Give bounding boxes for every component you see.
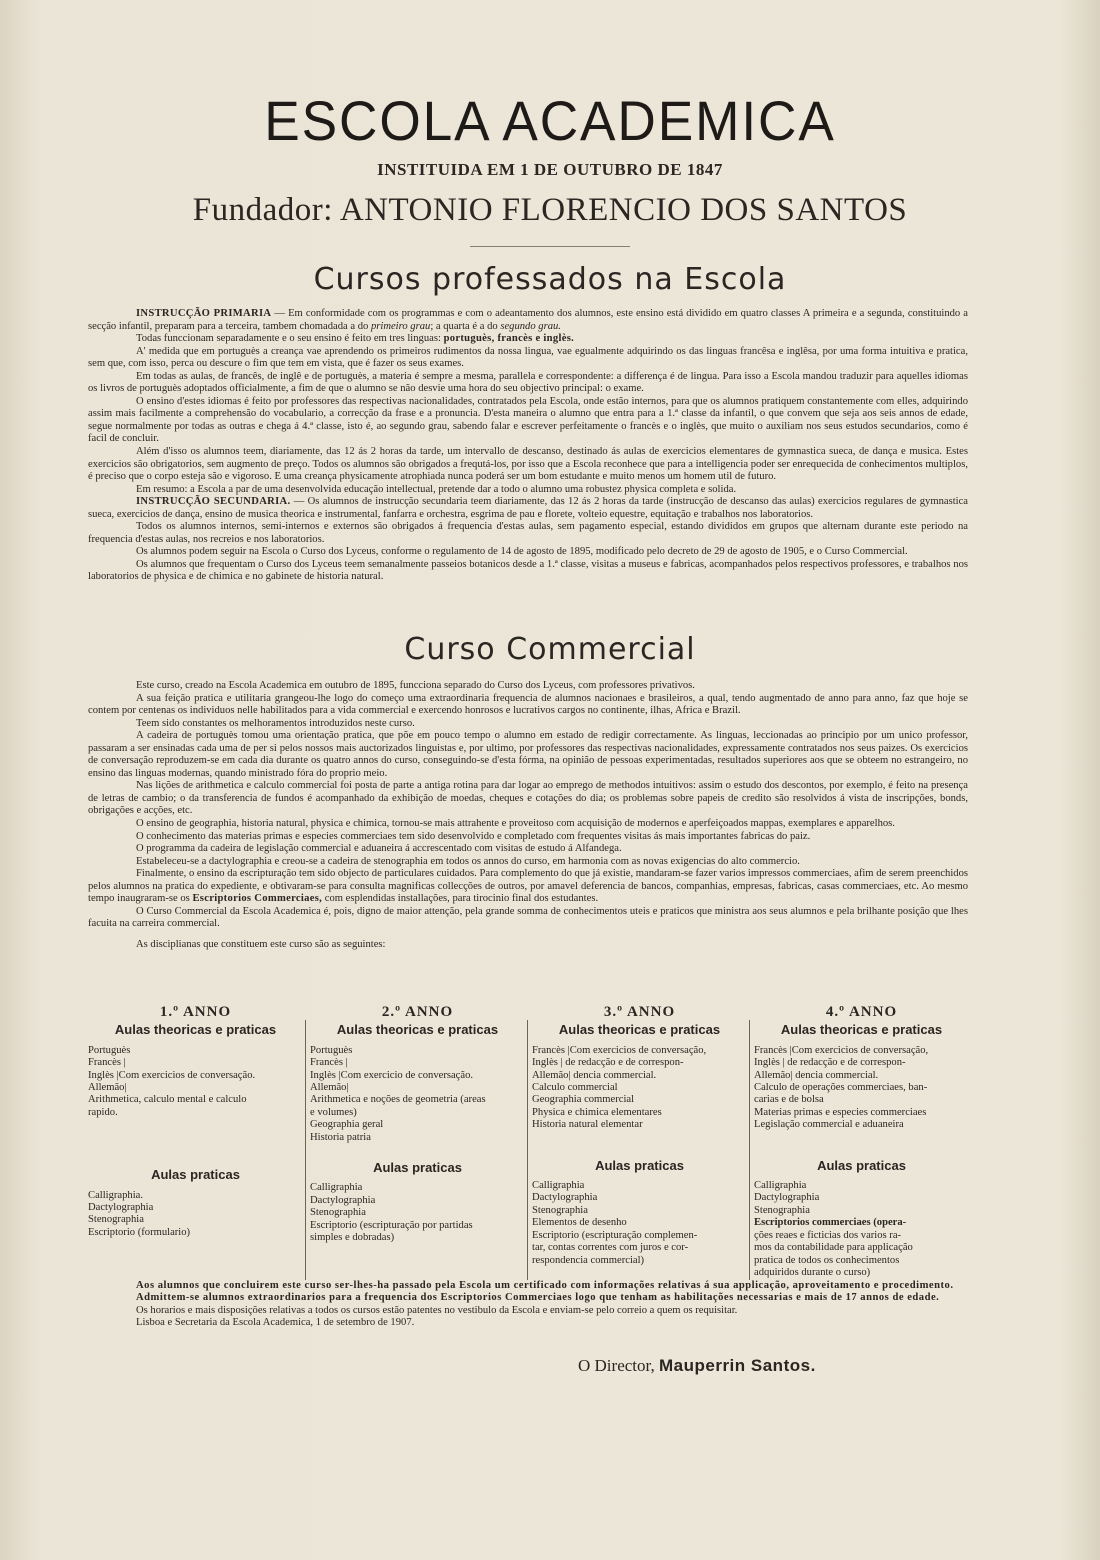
founding-date: INSTITUIDA EM 1 DE OUTUBRO DE 1847: [377, 160, 723, 179]
paragraph: Nas lições de arithmetica e calculo commercial foi posta de parte a antiga rotina para dar logar ao emprego de methodos intuitivos: assim o estudo dos descontos, por exemplo, é feito na presença de letras de cambio; o da transferencia de fundos é acompanhado da exhibição de moedas, cheques e cotações do dia; os problemas sobre papeis de credito são resolvidos á vista de inscripções, bonds, obrigações e acções, etc.: [88, 780, 968, 817]
practice-heading: Aulas praticas: [373, 1160, 462, 1176]
subject-item: Calligraphia: [310, 1182, 363, 1194]
subject-item: Dactylographia: [88, 1202, 154, 1214]
paragraph: O programma da cadeira de legislação commercial e aduaneira á accrescentado com visitas de estudo á Alfandega.: [136, 843, 622, 855]
subject-item: Francès |Com exercicios de conversação,: [532, 1044, 707, 1056]
practice-heading: Aulas praticas: [817, 1157, 906, 1173]
year-column: [532, 1006, 747, 1267]
section-commercial-body: [88, 680, 968, 951]
subject-item: Calligraphia: [754, 1180, 807, 1192]
paragraph: Os alumnos podem seguir na Escola o Curso dos Lyceus, conforme o regulamento de 14 de agosto de 1895, modificado pelo decreto de 29 de agosto de 1905, e o Curso Commercial.: [136, 546, 908, 558]
year-title: 3.º ANNO: [603, 1004, 676, 1020]
subject-item: rapido.: [88, 1106, 118, 1118]
paragraph: INSTRUCÇÃO SECUNDARIA. — Os alumnos de instrucção secundaria teem diariamente, das 12 ás 2 horas da tarde (instrucção de descanso das aulas) exercicios regulares de gymnastica sueca, exercicios de dança, ensino de musica theorica e instrumental, fanfarra e orchestra, esgrima de pau e florete, volteio equestre, equitação e trabalhos nos laboratorios.: [88, 496, 968, 520]
paragraph: O ensino de geographia, historia natural, physica e chimica, tornou-se mais attrahente e proveitoso com acquisição de modernos e aperfeiçoados mappas, exemplares e apparelhos.: [136, 818, 895, 830]
subject-item: pratica de todos os conhecimentos: [754, 1254, 900, 1266]
founder-line: Fundador: ANTONIO FLORENCIO DOS SANTOS: [192, 192, 908, 228]
subject-item: Portuguès: [310, 1044, 353, 1056]
section-heading-courses: Cursos professados na Escola: [313, 262, 787, 297]
subject-item: Elementos de desenho: [532, 1217, 627, 1229]
year-column: [88, 1006, 303, 1239]
subject-item: Arithmetica e noções de geometria (areas: [310, 1094, 486, 1106]
paragraph: Teem sido constantes os melhoramentos introduzidos neste curso.: [136, 717, 415, 729]
subject-item: Allemão| dencia commercial.: [754, 1069, 879, 1081]
column-divider: [527, 1020, 528, 1280]
subject-item: carias e de bolsa: [754, 1094, 824, 1106]
subject-item: Escriptorio (escripturação por partidas: [310, 1219, 473, 1231]
subject-item: Arithmetica, calculo mental e calculo: [88, 1094, 247, 1106]
section-courses-body: [88, 308, 968, 584]
subject-item: Allemão| dencia commercial.: [532, 1069, 657, 1081]
paragraph: Além d'isso os alumnos teem, diariamente, das 12 ás 2 horas da tarde, um intervallo de descanso, destinado ás aulas de exercicios elementares de gymnastica sueca, de dança e musica. Estes exercicios são obrigatorios, sem augmento de preço. Todos os alumnos são obrigados a frequtá-los, por isso que a Escola reconhece que para a intelligencia poder ser enrequecida de conhecimentos multiplos, é preciso que o corpo esteja são e vigoroso. E uma creança physicamente atrophiada nunca poderá ser um bom estudante e muito menos um homem util de futuro.: [88, 446, 968, 483]
subject-item: Escriptorio (escripturação complemen-: [532, 1229, 698, 1241]
footer-note: Lisboa e Secretaria da Escola Academica, 1 de setembro de 1907.: [136, 1317, 415, 1329]
subject-item: Inglès |Com exercicio de conversação.: [310, 1069, 474, 1081]
paragraph: O Curso Commercial da Escola Academica é, pois, digno de maior attenção, pela grande somma de conhecimentos uteis e praticos que ministra aos seus alumnos e pela brilhante posição que lhes facuita na carreira commercial.: [88, 905, 968, 930]
theory-heading: Aulas theoricas e praticas: [780, 1022, 943, 1038]
subject-item: Geographia commercial: [532, 1094, 635, 1106]
subject-item: Calculo de operações commerciaes, ban-: [754, 1082, 928, 1094]
subject-item: e volumes): [310, 1106, 357, 1118]
year-column: [754, 1006, 969, 1279]
subject-item: Inglès | de redacção e de correspon-: [532, 1057, 684, 1069]
theory-heading: Aulas theoricas e praticas: [114, 1022, 277, 1038]
column-divider: [749, 1020, 750, 1280]
paragraph: Finalmente, o ensino da escripturação tem sido objecto de particulares cuidados. Para complemento do que já existie, mandaram-se fazer varios impressos commerciaes, afim de serem preenchidos pelos alumnos na pratica do expediente, e obtivaram-se para consulta magnificas collecções de outros, por amavel deferencia de bancos, companhias, empresas, fabricas, casas commerciaes, etc. Ao mesmo tempo inaugraram-se os Escriptorios Commerciaes, com esplendidas installações, para tirocinio final dos estudantes.: [88, 868, 968, 905]
subject-item: adquiridos durante o curso): [754, 1266, 871, 1278]
year-title: 4.º ANNO: [825, 1004, 898, 1020]
subject-item: Escriptorio (formulario): [88, 1226, 191, 1238]
column-divider: [305, 1020, 306, 1280]
subject-item: Stenographia: [310, 1207, 366, 1219]
subject-item: Stenographia: [532, 1204, 588, 1216]
theory-heading: Aulas theoricas e praticas: [336, 1022, 499, 1038]
paragraph: Estabeleceu-se a dactylographia e creou-se a cadeira de stenographia em todos os annos do curso, em harmonia com as novas exigencias do alto commercio.: [136, 855, 800, 867]
paragraph: O conhecimento das materias primas e especies commerciaes tem sido desenvolvido e completado com frequentes visitas ás mais importantes fabricas do paiz.: [136, 830, 811, 842]
paragraph: Os alumnos que frequentam o Curso dos Lyceus teem semanalmente passeios botanicos desde a 1.ª classe, visitas a museus e fabricas, acompanhados pelos respectivos professores, e trabalhos nos laboratorios de physica e de chimica e no gabinete de historia natural.: [88, 558, 968, 583]
year-title: 1.º ANNO: [159, 1004, 232, 1020]
paragraph: As disciplianas que constituem este curso são as seguintes:: [136, 938, 386, 950]
divider: [470, 246, 630, 247]
paragraph: O ensino d'estes idiomas é feito por professores das respectivas nacionalidades, contratados pela Escola, onde estão internos, para que os alumnos pratiquem constantemente com elles, adquirindo assim mais facilmente a comprehensão do vocabulario, a correcção da frase e a pronuncia. D'esta maneira o alumno que entra para a 1.ª classe da infantil, o que convem que seja aos seis annos de edade, segue normalmente por todas as outras e chega á 4.ª classe, isto é, ao segundo grau, sabendo falar e escrever perfeitamente o francès e o inglès, que muito o auxiliam nos seus estudos secundarios, como é facil de concluir.: [88, 395, 968, 445]
subject-item: Dactylographia: [310, 1194, 376, 1206]
subject-item: simples e dobradas): [310, 1232, 395, 1244]
subject-item: Historia patria: [310, 1131, 371, 1143]
director-signature: O Director, Mauperrin Santos.: [578, 1356, 816, 1375]
school-title: ESCOLA ACADEMICA: [264, 89, 836, 152]
subject-item: Inglès |Com exercicios de conversação.: [88, 1069, 256, 1081]
paragraph: Em todas as aulas, de francês, de inglê e de portuguès, a materia é sempre a mesma, parallela e correspondente: a differença é de lingua. Para isso a Escola mandou traduzir para aquelles idiomas os livros de portuguès adoptados officialmente, a fim de que o alumno se não desvie uma hora do seu objectivo principal: o exame.: [88, 370, 968, 395]
subject-item: Calligraphia.: [88, 1189, 144, 1201]
subject-item: Francès |: [310, 1057, 348, 1069]
practice-heading: Aulas praticas: [595, 1157, 684, 1173]
subject-item: Francès |Com exercicios de conversação,: [754, 1044, 929, 1056]
subject-item: Allemão|: [88, 1082, 127, 1094]
subject-item: Materias primas e especies commerciaes: [754, 1106, 927, 1118]
footer-note: Os horarios e mais disposições relativas a todos os cursos estão patentes no vestibulo da Escola e enviam-se pelo correio a quem os requisitar.: [136, 1304, 738, 1316]
footer-notes: [88, 1280, 968, 1330]
paragraph: A' medida que em portuguès a creança vae aprendendo os primeiros rudimentos da nossa lingua, vae egualmente adquirindo os das linguas francêsa e inglêsa, por uma forma intuitiva e pratica, sem que, com isso, perca ou descure o fim que tem em vista, que é fazer os seus exames.: [88, 345, 968, 370]
subject-item: ções reaes e ficticias dos varios ra-: [754, 1229, 902, 1241]
subject-item: Francès |: [88, 1057, 126, 1069]
subject-item: tar, contas correntes com juros e cor-: [532, 1242, 689, 1254]
paragraph: Todas funccionam separadamente e o seu ensino é feito em tres linguas: portuguès, francès e inglès.: [136, 333, 575, 345]
subject-item: Historia natural elementar: [532, 1119, 643, 1131]
subject-item: Stenographia: [754, 1204, 810, 1216]
paragraph: A cadeira de portuguès tomou uma orientação pratica, que põe em pouco tempo o alumno em estado de redigir correctamente. As linguas, leccionadas ao principio por um unico professor, passaram a ser ensinadas cada uma de per si pelos nossos mais auctorizados linguistas e, por ultimo, por professores das respectivas nacionalidades, expressamente contratados nos seus paizes. Os exercicios de conversação reproduzem-se em cada dia durante os quatro annos do curso, conseguindo-se d'esta fórma, na opinião de pessoas experimentadas, resultados superiores aos que se obteem no estrangeiro, no ensino das linguas modernas, quando ministrado fóra do proprio meio.: [88, 730, 968, 779]
section-heading-commercial: Curso Commercial: [404, 632, 696, 667]
subject-item: Legislação commercial e aduaneira: [754, 1119, 904, 1131]
subject-item: Dactylographia: [532, 1192, 598, 1204]
subject-item: Calculo commercial: [532, 1082, 618, 1094]
subject-item: Stenographia: [88, 1214, 144, 1226]
paragraph: Todos os alumnos internos, semi-internos e externos são obrigados á frequencia d'estas aulas, sem pagamento especial, estando divididos em grupos que alternam durante este periodo na frequencia d'estas aulas, nos recreios e nos laboratorios.: [88, 521, 968, 545]
subject-item: Physica e chimica elementares: [532, 1106, 662, 1118]
paragraph: INSTRUCÇÃO PRIMARIA — Em conformidade com os programmas e com o adeantamento dos alumnos, este ensino está dividido em quatro classes A primeira e a segunda, constituindo a secção infantil, preparam para a terceira, tambem chomadada a do primeiro grau; a quarta é a do segundo grau.: [88, 308, 969, 332]
paragraph: A sua feição pratica e utilitaria grangeou-lhe logo do começo uma extraordinaria frequencia de alumnos nacionaes e brasileiros, a qual, tendo augmentado de anno para anno, faz que hoje se contem por centenas os individuos nelle habilitados para a vida commercial e exercendo honrosos e lucrativos cargos no continente, ilhas, Africa e Brazil.: [88, 692, 968, 717]
subject-item: Geographia geral: [310, 1119, 384, 1131]
year-title: 2.º ANNO: [381, 1004, 454, 1020]
subject-item: Inglès | de redacção e de correspon-: [754, 1057, 906, 1069]
footer-note: Admittem-se alumnos extraordinarios para a frequencia dos Escriptorios Commerciaes logo que tenham as habilitações necessarias e mais de 17 annos de edade.: [136, 1292, 940, 1304]
subject-item: mos da contabilidade para applicação: [754, 1242, 913, 1254]
subject-item: Allemão|: [310, 1082, 349, 1094]
practice-heading: Aulas praticas: [151, 1167, 240, 1183]
footer-note: Aos alumnos que concluirem este curso ser-lhes-ha passado pela Escola um certificado com informações relativas á sua applicação, aproveitamento e procedimento.: [136, 1280, 954, 1291]
subject-item: respondencia commercial): [532, 1254, 645, 1266]
subject-item: Escriptorios commerciaes (opera-: [754, 1217, 907, 1229]
theory-heading: Aulas theoricas e praticas: [558, 1022, 721, 1038]
subject-item: Calligraphia: [532, 1180, 585, 1192]
paragraph: Em resumo: a Escola a par de uma desenvolvida educação intellectual, pretende dar a todo o alumno uma robustez physica completa e solida.: [136, 483, 737, 495]
subject-item: Dactylographia: [754, 1192, 820, 1204]
paragraph: Este curso, creado na Escola Academica em outubro de 1895, funcciona separado do Curso dos Lyceus, com professores privativos.: [136, 680, 695, 691]
subject-item: Portuguès: [88, 1044, 131, 1056]
year-column: [310, 1006, 525, 1245]
